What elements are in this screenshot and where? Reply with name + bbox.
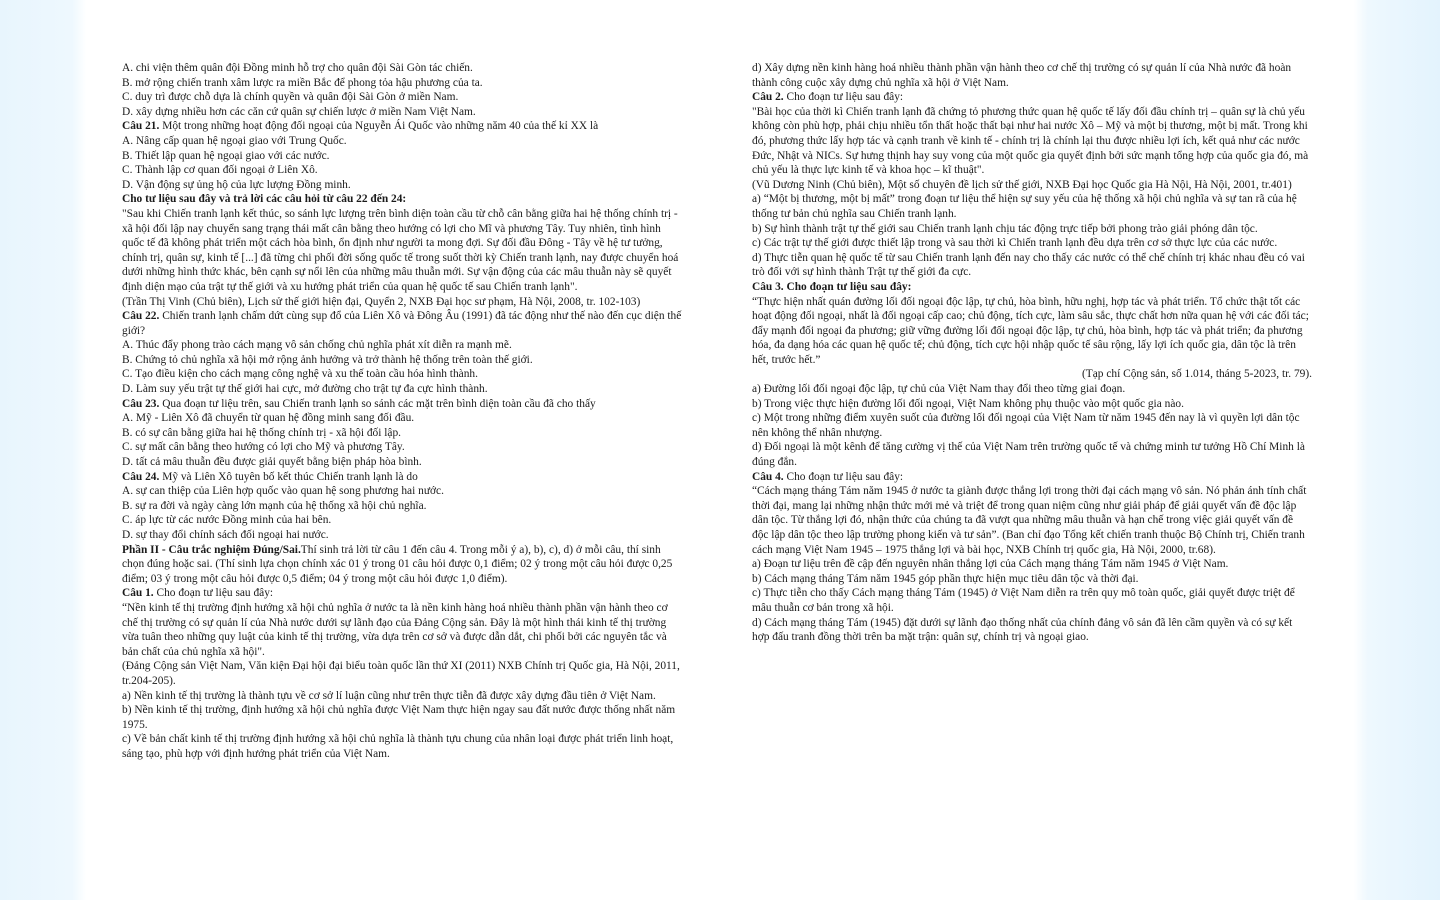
- paragraph: [752, 280, 1312, 295]
- paragraph: [752, 90, 1312, 105]
- paragraph: [752, 470, 1312, 485]
- paragraph: [122, 90, 682, 105]
- paragraph-text: a) “Một bị thương, một bị mất” trong đoạn tư liệu thể hiện sự suy yếu của hệ thống xã hội chủ nghĩa và sự tan rã của hệ thống tư bản chủ nghĩa sau Chiến tranh lạnh.: [752, 193, 1297, 220]
- paragraph-text: Cho đoạn tư liệu sau đây:: [783, 470, 904, 483]
- paragraph-text: b) Cách mạng tháng Tám năm 1945 góp phần thực hiện mục tiêu dân tộc và thời đại.: [752, 572, 1139, 585]
- paragraph-bold: Câu 21.: [122, 120, 160, 133]
- paragraph-text: a) Đường lối đối ngoại độc lập, tự chủ của Việt Nam thay đổi theo từng giai đoạn.: [752, 383, 1126, 396]
- paragraph-text: b) Trong việc thực hiện đường lối đối ngoại, Việt Nam không phụ thuộc vào một quốc gia nào.: [752, 397, 1184, 410]
- paragraph-text: A. Mỹ - Liên Xô đã chuyển từ quan hệ đồng minh sang đối đầu.: [122, 412, 415, 425]
- paragraph: [752, 61, 1312, 90]
- paragraph-bold: Câu 2.: [752, 91, 784, 104]
- paragraph: [752, 586, 1312, 615]
- paragraph: [752, 192, 1312, 221]
- paragraph: [752, 411, 1312, 440]
- paragraph-text: (Trần Thị Vinh (Chủ biên), Lịch sử thế giới hiện đại, Quyển 2, NXB Đại học sư phạm, Hà Nội, 2008, tr. 102-103): [122, 295, 641, 308]
- paragraph: [122, 470, 682, 485]
- paragraph-text: C. áp lực từ các nước Đồng minh của hai bên.: [122, 514, 332, 527]
- paragraph-text: C. Thành lập cơ quan đối ngoại ở Liên Xô.: [122, 164, 318, 177]
- paragraph-bold: Câu 24.: [122, 470, 160, 483]
- paragraph-text: Chiến tranh lạnh chấm dứt cùng sụp đổ của Liên Xô và Đông Âu (1991) đã tác động như thế nào đến cục diện thế giới?: [122, 310, 682, 337]
- paragraph-text: c) Thực tiễn cho thấy Cách mạng tháng Tám (1945) ở Việt Nam diễn ra trên quy mô toàn quốc, giải quyết được triệt để mâu thuẫn cơ bản trong xã hội.: [752, 587, 1295, 614]
- paragraph-text: d) Đối ngoại là một kênh để tăng cường vị thế của Việt Nam trên trường quốc tế và chứng minh tư tưởng Hồ Chí Minh là đúng đắn.: [752, 441, 1305, 469]
- paragraph-text: a) Đoạn tư liệu trên đề cập đến nguyên nhân thắng lợi của Cách mạng tháng Tám năm 1945 ở Việt Nam.: [752, 558, 1229, 571]
- paragraph: [122, 732, 682, 761]
- paragraph-text: A. chi viện thêm quân đội Đồng minh hỗ trợ cho quân đội Sài Gòn tác chiến.: [122, 62, 473, 74]
- paragraph: [122, 207, 682, 295]
- paragraph-text: C. sự mất cân bằng theo hướng có lợi cho Mỹ và phương Tây.: [122, 441, 405, 454]
- paragraph-bold: Câu 4.: [752, 470, 784, 483]
- paragraph-text: D. Làm suy yếu trật tự thế giới hai cực, mở đường cho trật tự đa cực hình thành.: [122, 383, 488, 396]
- paragraph: [122, 192, 682, 207]
- paragraph-text: Thí sinh trả lời từ câu 1 đến câu 4. Trong mỗi ý a), b), c), d) ở mỗi câu, thí sinh chọn đúng hoặc sai. (Thí sinh lựa chọn chính xác 01 ý trong 01 câu hỏi được 0,1 điểm; 02 ý trong một câu hỏi được 0,25 điểm; 03 ý trong một câu hỏi được 0,5 điểm; 04 ý trong một câu hỏi được 1,0 điểm).: [122, 543, 673, 585]
- paragraph: [122, 382, 682, 397]
- paragraph-text: "Bài học của thời kì Chiến tranh lạnh đã chứng tỏ phương thức quan hệ quốc tế lấy đối đầu chính trị – quân sự là chủ yếu không còn phù hợp, phải chịu nhiều tổn thất hoặc thất bại như hai nước Xô – Mỹ và một bị thương, một bị mất. Trong khi đó, phương thức lấy hợp tác và cạnh tranh về kinh tế - chính trị là chính lại thu được nhiều lợi ích, kết quả như các nước Đức, Nhật và NICs. Sự hưng thịnh hay suy vong của một quốc gia quyết định bởi sức mạnh tổng hợp của quốc gia đó, mà chủ yếu là thực lực kinh tế và khoa học – kĩ thuật".: [752, 105, 1309, 177]
- paragraph-bold: Câu 3. Cho đoạn tư liệu sau đây:: [752, 280, 912, 293]
- paragraph: [752, 397, 1312, 412]
- paragraph: [122, 397, 682, 412]
- paragraph-text: B. Thiết lập quan hệ ngoại giao với các nước.: [122, 149, 330, 162]
- paragraph-text: d) Cách mạng tháng Tám (1945) đặt dưới sự lãnh đạo thống nhất của chính đảng vô sản đã lên cầm quyền và có sự kết hợp đấu tranh đồng thời trên ba mặt trận: quân sự, chính trị và ngoại giao.: [752, 616, 1293, 644]
- paragraph-bold: Cho tư liệu sau đây và trả lời các câu hỏi từ câu 22 đến 24:: [122, 193, 407, 206]
- paragraph: [752, 222, 1312, 237]
- paragraph-text: D. xây dựng nhiều hơn các căn cứ quân sự chiến lược ở miền Nam Việt Nam.: [122, 105, 476, 118]
- paragraph-bold: Câu 1.: [122, 587, 154, 600]
- paragraph-text: “Cách mạng tháng Tám năm 1945 ở nước ta giành được thắng lợi trong thời đại cách mạng vô sản. Nó phản ánh tính chất thời đại, mang lại những nhận thức mới mẻ và triệt để trong quan niệm cũng như giải pháp để giải quyết vấn đề độc lập dân tộc. Từ thắng lợi đó, nhận thức của chúng ta đã vượt qua những mâu thuẫn và hạn chế trong việc giải quyết vấn đề độc lập dân tộc theo lập trường phong kiến và tư sản”. (Ban chỉ đạo Tổng kết chiến tranh thuộc Bộ Chính trị, Chiến tranh cách mạng Việt Nam 1945 – 1975 thắng lợi và bài học, NXB Chính trị quốc gia, Hà Nội, 2000, tr.68).: [752, 485, 1307, 556]
- paragraph: [122, 353, 682, 368]
- paragraph-text: B. sự ra đời và ngày càng lớn mạnh của hệ thống xã hội chủ nghĩa.: [122, 499, 427, 512]
- paragraph-text: d) Xây dựng nền kinh hàng hoá nhiều thành phần vận hành theo cơ chế thị trường có sự quản lí của Nhà nước đã hoàn thành công cuộc xây dựng chủ nghĩa xã hội ở Việt Nam.: [752, 62, 1292, 89]
- paragraph-text: A. Nâng cấp quan hệ ngoại giao với Trung Quốc.: [122, 134, 347, 147]
- paragraph: [122, 689, 682, 704]
- paragraph-text: Một trong những hoạt động đối ngoại của Nguyễn Ái Quốc vào những năm 40 của thế kỉ XX là: [159, 120, 599, 133]
- paragraph-text: b) Sự hình thành trật tự thế giới sau Chiến tranh lạnh chịu tác động trực tiếp bởi phong trào giải phóng dân tộc.: [752, 222, 1258, 235]
- paragraph-text: b) Nền kinh tế thị trường, định hướng xã hội chủ nghĩa được Việt Nam thực hiện ngay sau đất nước được thống nhất năm 1975.: [122, 704, 676, 731]
- paragraph: [122, 338, 682, 353]
- paragraph: [752, 367, 1312, 382]
- paragraph: [122, 76, 682, 91]
- paragraph-text: c) Các trật tự thế giới được thiết lập trong và sau thời kì Chiến tranh lạnh đều dựa trên cơ sở thực lực của các nước.: [752, 237, 1278, 250]
- paragraph: [752, 105, 1312, 178]
- paragraph: [752, 616, 1312, 645]
- paragraph: [122, 484, 682, 499]
- paragraph-text: c) Về bản chất kinh tế thị trường định hướng xã hội chủ nghĩa là thành tựu chung của nhân loại được phát triển linh hoạt, sáng tạo, phù hợp với định hướng phát triển của Việt Nam.: [122, 733, 674, 760]
- paragraph: [122, 659, 682, 688]
- paragraph-text: (Tạp chí Cộng sản, số 1.014, tháng 5-2023, tr. 79).: [1082, 368, 1312, 381]
- right-column: [752, 61, 1312, 645]
- paragraph: [122, 528, 682, 543]
- paragraph: [752, 572, 1312, 587]
- paragraph: [122, 61, 682, 76]
- paragraph: [122, 455, 682, 470]
- paragraph: [122, 309, 682, 338]
- paragraph: [752, 382, 1312, 397]
- paragraph: [752, 440, 1312, 469]
- paragraph: [752, 557, 1312, 572]
- paragraph-text: d) Thực tiễn quan hệ quốc tế từ sau Chiến tranh lạnh đến nay cho thấy các nước có thể chế chính trị khác nhau đều có vai trò đối với sự hình thành Trật tự thế giới đa cực.: [752, 251, 1305, 279]
- paragraph-text: D. tất cả mâu thuẫn đều được giải quyết bằng biện pháp hòa bình.: [122, 456, 422, 469]
- paragraph-text: Cho đoạn tư liệu sau đây:: [153, 587, 274, 600]
- paragraph-text: “Nền kinh tế thị trường định hướng xã hội chủ nghĩa ở nước ta là nền kinh hàng hoá nhiều thành phần vận hành theo cơ chế thị trường có sự quản lí của Nhà nước dưới sự lãnh đạo của Đảng Cộng sản. Đây là một hình thái kinh tế thị trường vừa tuân theo những quy luật của kinh tế thị trường, vừa dựa trên cơ sở và được dẫn dắt, chi phối bởi các nguyên tắc và bản chất của chủ nghĩa xã hội".: [122, 601, 668, 658]
- paragraph-text: “Thực hiện nhất quán đường lối đối ngoại độc lập, tự chủ, hòa bình, hữu nghị, hợp tác và phát triển. Tổ chức thật tốt các hoạt động đối ngoại, nhất là đối ngoại cấp cao; chủ động, tích cực, làm sâu sắc, thực chất hơn nữa quan hệ với các đối tác; đẩy mạnh đối ngoại đa phương; giữ vững đường lối đối ngoại độc lập, tự chủ, hòa bình, hợp tác và phát triển; đa phương hóa, đa dạng hóa các quan hệ quốc tế; chủ động, tích cực hội nhập quốc tế sâu rộng, lấy lợi ích quốc gia, dân tộc là trên hết, trước hết.”: [752, 295, 1309, 366]
- paragraph-text: c) Một trong những điểm xuyên suốt của đường lối đối ngoại của Việt Nam từ năm 1945 đến nay là vì quyền lợi dân tộc nên không thể nhân nhượng.: [752, 412, 1300, 439]
- paragraph-bold: Câu 23.: [122, 397, 160, 410]
- left-column: [122, 61, 682, 762]
- paragraph-text: B. Chứng tỏ chủ nghĩa xã hội mở rộng ảnh hưởng và trở thành hệ thống trên toàn thế giới.: [122, 353, 533, 366]
- paragraph: [122, 134, 682, 149]
- paragraph-bold: Câu 22.: [122, 310, 160, 323]
- paragraph: [122, 411, 682, 426]
- paragraph: [122, 703, 682, 732]
- paragraph: [122, 119, 682, 134]
- paragraph-bold: Phần II - Câu trắc nghiệm Đúng/Sai.: [122, 543, 301, 556]
- paragraph: [122, 543, 682, 587]
- paragraph: [122, 367, 682, 382]
- paragraph: [122, 163, 682, 178]
- paragraph: [122, 440, 682, 455]
- paragraph-text: Qua đoạn tư liệu trên, sau Chiến tranh lạnh so sánh các mặt trên bình diện toàn cầu đã cho thấy: [159, 397, 596, 410]
- paragraph: [122, 149, 682, 164]
- paragraph: [122, 586, 682, 601]
- paragraph-text: A. sự can thiệp của Liên hợp quốc vào quan hệ song phương hai nước.: [122, 485, 444, 498]
- paragraph-text: A. Thúc đẩy phong trào cách mạng vô sản chống chủ nghĩa phát xít diễn ra mạnh mẽ.: [122, 339, 512, 352]
- paragraph-text: "Sau khi Chiến tranh lạnh kết thúc, so sánh lực lượng trên bình diện toàn cầu từ chỗ cân bằng giữa hai hệ thống chính trị - xã hội đối lập nay chuyển sang trạng thái mất cân bằng theo hướng có lợi cho Mĩ và phương Tây. Tuy nhiên, tình hình quốc tế đã không phát triển một cách hòa bình, ổn định như người ta mong đợi. Sự đối đầu Đông - Tây về hệ tư tưởng, chính trị, quân sự, kinh tế [...] đã từng chi phối đời sống quốc tế trong suốt thời kỳ Chiến tranh lạnh, nay được chuyển hoá dưới những hình thức khác, bên cạnh sự nổi lên của những mâu thuẫn mới. Sự vận động của các mâu thuẫn này sẽ quyết định diện mạo của trật tự thế giới và xu hướng phát triển của quan hệ quốc tế sau Chiến tranh lạnh".: [122, 207, 679, 293]
- paragraph: [752, 178, 1312, 193]
- paragraph: [122, 426, 682, 441]
- paragraph-text: D. Vận động sự ủng hộ của lực lượng Đồng minh.: [122, 178, 351, 191]
- paragraph: [122, 295, 682, 310]
- document-page: [86, 0, 1354, 900]
- paragraph-text: B. có sự cân bằng giữa hai hệ thống chính trị - xã hội đối lập.: [122, 426, 402, 439]
- paragraph-text: Mỹ và Liên Xô tuyên bố kết thúc Chiến tranh lạnh là do: [159, 470, 418, 483]
- paragraph-text: Cho đoạn tư liệu sau đây:: [783, 91, 904, 104]
- paragraph: [752, 251, 1312, 280]
- paragraph: [752, 484, 1312, 557]
- paragraph: [122, 513, 682, 528]
- paragraph-text: a) Nền kinh tế thị trường là thành tựu về cơ sở lí luận cũng như trên thực tiễn đã được xây dựng đầu tiên ở Việt Nam.: [122, 689, 656, 702]
- paragraph: [122, 178, 682, 193]
- paragraph-text: B. mở rộng chiến tranh xâm lược ra miền Bắc để phong tỏa hậu phương của ta.: [122, 76, 483, 89]
- paragraph-text: (Đảng Cộng sản Việt Nam, Văn kiện Đại hội đại biểu toàn quốc lần thứ XI (2011) NXB Chính trị Quốc gia, Hà Nội, 2011, tr.204-205).: [122, 660, 680, 687]
- paragraph: [752, 236, 1312, 251]
- paragraph-text: C. Tạo điều kiện cho cách mạng công nghệ và xu thế toàn cầu hóa hình thành.: [122, 368, 478, 381]
- paragraph: [752, 295, 1312, 368]
- paragraph: [122, 499, 682, 514]
- paragraph: [122, 601, 682, 659]
- paragraph-text: D. sự thay đổi chính sách đối ngoại hai nước.: [122, 529, 329, 541]
- paragraph-text: (Vũ Dương Ninh (Chủ biên), Một số chuyên đề lịch sử thế giới, NXB Đại học Quốc gia Hà Nội, Hà Nội, 2001, tr.401): [752, 178, 1292, 191]
- paragraph: [122, 105, 682, 120]
- paragraph-text: C. duy trì được chỗ dựa là chính quyền và quân đội Sài Gòn ở miền Nam.: [122, 91, 459, 104]
